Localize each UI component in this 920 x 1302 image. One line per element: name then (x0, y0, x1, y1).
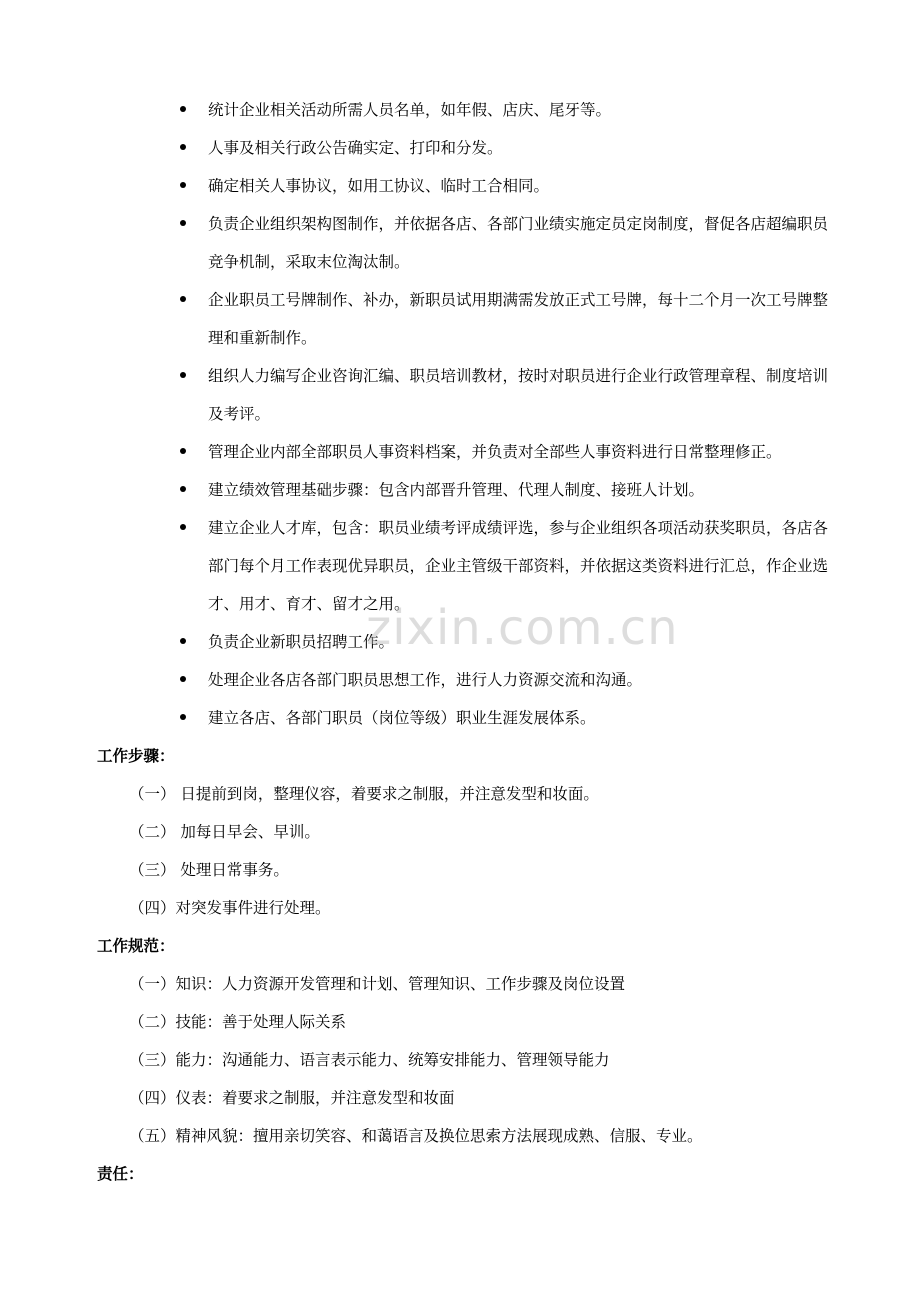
bullet-text: 建立绩效管理基础步骤：包含内部晋升管理、代理人制度、接班人计划。 (208, 481, 705, 499)
work-norm-item: （一）知识：人力资源开发管理和计划、管理知识、工作步骤及岗位设置 (129, 975, 626, 993)
bullet-text: 建立企业人才库，包含：职员业绩考评成绩评选，参与企业组织各项活动获奖职员，各店各部门每个月工作表现优异职员，企业主管级干部资料，并依据这类资料进行汇总，作企业选才、用才、育才、留才之用。 (208, 519, 829, 613)
bullet-item (180, 91, 840, 129)
bullet-item (180, 699, 840, 737)
work-step-item: （三） 处理日常事务。 (129, 861, 289, 879)
bullet-item (180, 661, 840, 699)
watermark: zixin.com.cn (366, 600, 679, 656)
work-step-item: （一） 日提前到岗，整理仪容，着要求之制服，并注意发型和妆面。 (129, 785, 599, 803)
duty-bullet-list (180, 91, 840, 737)
bullet-dot-icon (180, 144, 186, 150)
work-norm-item: （四）仪表：着要求之制服，并注意发型和妆面 (129, 1089, 455, 1107)
bullet-item (180, 509, 840, 623)
bullet-dot-icon (180, 486, 186, 492)
bullet-item (180, 281, 840, 357)
work-step-item: （二） 加每日早会、早训。 (129, 823, 320, 841)
bullet-dot-icon (180, 372, 186, 378)
bullet-text: 企业职员工号牌制作、补办，新职员试用期满需发放正式工号牌，每十二个月一次工号牌整理和重新制作。 (208, 291, 829, 347)
bullet-dot-icon (180, 714, 186, 720)
work-steps-section (97, 737, 857, 927)
bullet-dot-icon (180, 220, 186, 226)
bullet-dot-icon (180, 296, 186, 302)
bullet-text: 确定相关人事协议，如用工协议、临时工合相同。 (208, 177, 550, 195)
bullet-text: 组织人力编写企业咨询汇编、职员培训教材，按时对职员进行企业行政管理章程、制度培训及考评。 (208, 367, 829, 423)
responsibility-section (97, 1155, 857, 1193)
bullet-text: 负责企业组织架构图制作，并依据各店、各部门业绩实施定员定岗制度，督促各店超编职员竞争机制，采取末位淘汰制。 (208, 215, 829, 271)
work-norms-title: 工作规范： (97, 937, 175, 955)
work-steps-title: 工作步骤： (97, 747, 175, 765)
bullet-text: 处理企业各店各部门职员思想工作，进行人力资源交流和沟通。 (208, 671, 643, 689)
bullet-text: 管理企业内部全部职员人事资料档案，并负责对全部些人事资料进行日常整理修正。 (208, 443, 782, 461)
bullet-item (180, 129, 840, 167)
work-norm-item: （五）精神风貌：擅用亲切笑容、和蔼语言及换位思索方法展现成熟、信服、专业。 (129, 1127, 703, 1145)
bullet-dot-icon (180, 106, 186, 112)
bullet-item (180, 205, 840, 281)
work-norms-section (97, 927, 857, 1155)
bullet-text: 建立各店、各部门职员（岗位等级）职业生涯发展体系。 (208, 709, 596, 727)
bullet-dot-icon (180, 524, 186, 530)
work-norm-item: （二）技能：善于处理人际关系 (129, 1013, 347, 1031)
bullet-item (180, 167, 840, 205)
bullet-dot-icon (180, 448, 186, 454)
bullet-item (180, 471, 840, 509)
bullet-dot-icon (180, 182, 186, 188)
bullet-dot-icon (180, 638, 186, 644)
bullet-text: 人事及相关行政公告确实定、打印和分发。 (208, 139, 503, 157)
bullet-item (180, 623, 840, 661)
bullet-text: 统计企业相关活动所需人员名单，如年假、店庆、尾牙等。 (208, 101, 612, 119)
bullet-text: 负责企业新职员招聘工作。 (208, 633, 395, 651)
work-norm-item: （三）能力：沟通能力、语言表示能力、统筹安排能力、管理领导能力 (129, 1051, 610, 1069)
responsibility-title: 责任： (97, 1165, 144, 1183)
work-step-item: （四）对突发事件进行处理。 (129, 899, 331, 917)
bullet-dot-icon (180, 676, 186, 682)
bullet-item (180, 357, 840, 433)
bullet-item (180, 433, 840, 471)
